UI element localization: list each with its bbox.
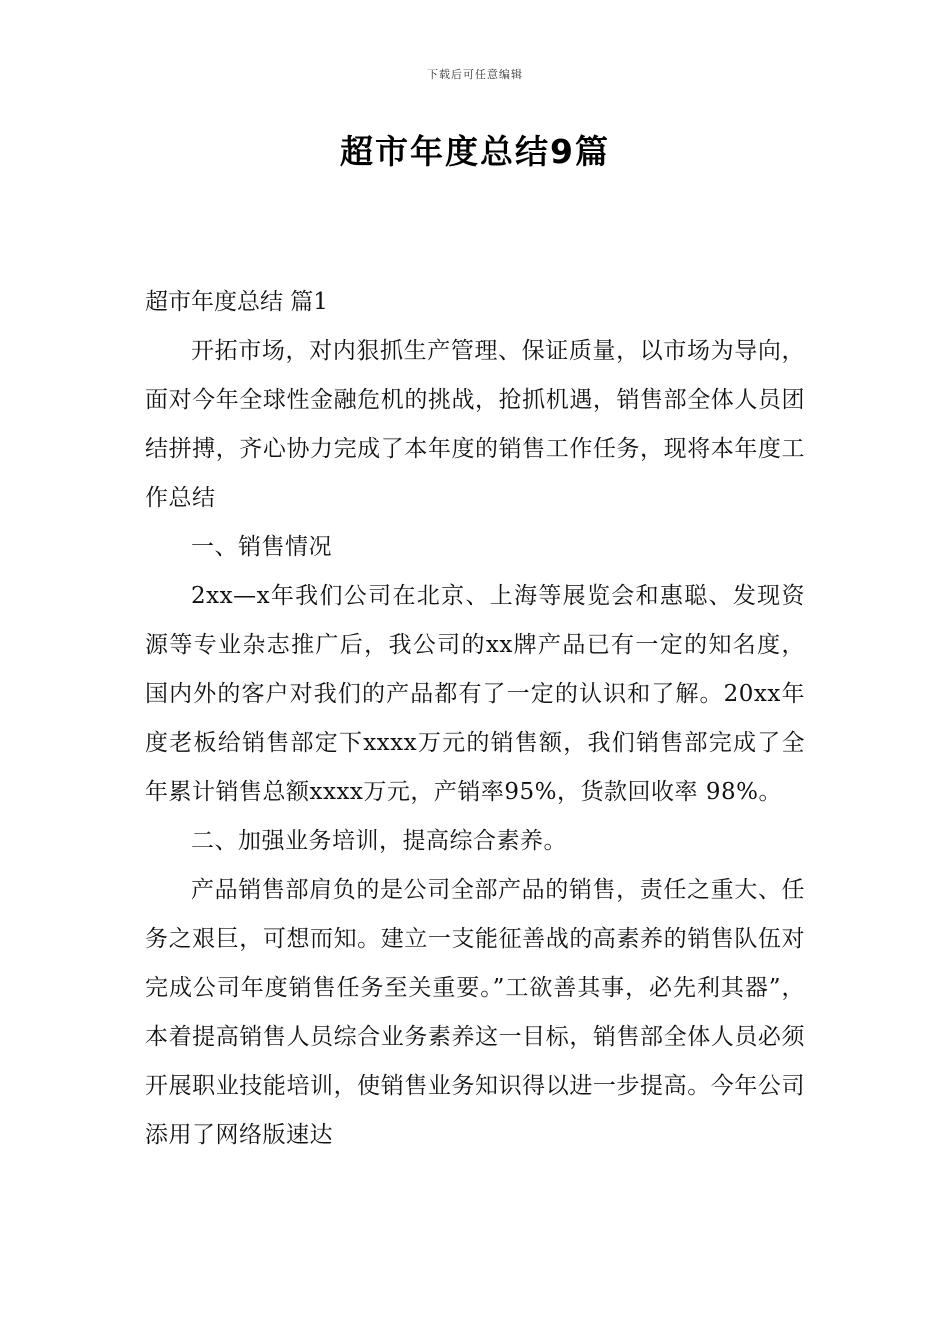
subheading-training: 二、加强业务培训，提高综合素养。 bbox=[191, 828, 567, 854]
subheading-sales: 一、销售情况 bbox=[191, 534, 332, 560]
document-title: 超市年度总结9篇 bbox=[340, 132, 610, 171]
paragraph-intro: 开拓市场，对内狠抓生产管理、保证质量，以市场为导向，面对今年全球性金融危机的挑战，抢抓机遇，销售部全体人员团结拼搏，齐心协力完成了本年度的销售工作任务，现将本年度工作总结 bbox=[145, 338, 805, 511]
section-heading: 超市年度总结 篇1 bbox=[145, 289, 328, 315]
paragraph-training: 产品销售部肩负的是公司全部产品的销售，责任之重大、任务之艰巨，可想而知。建立一支能征善战的高素养的销售队伍对完成公司年度销售任务至关重要。”工欲善其事，必先利其器”，本着提高销售人员综合业务素养这一目标，销售部全体人员必须开展职业技能培训，使销售业务知识得以进一步提高。今年公司添用了网络版速达 bbox=[145, 877, 805, 1148]
document-body bbox=[145, 278, 805, 1160]
paragraph-sales: 2xx—x年我们公司在北京、上海等展览会和惠聪、发现资源等专业杂志推广后，我公司的xx牌产品已有一定的知名度，国内外的客户对我们的产品都有了一定的认识和了解。20xx年度老板给销售部定下xxxx万元的销售额，我们销售部完成了全年累计销售总额xxxx万元，产销率95%，货款回收率 98%。 bbox=[145, 583, 805, 805]
header-note: 下载后可任意编辑 bbox=[427, 68, 523, 81]
